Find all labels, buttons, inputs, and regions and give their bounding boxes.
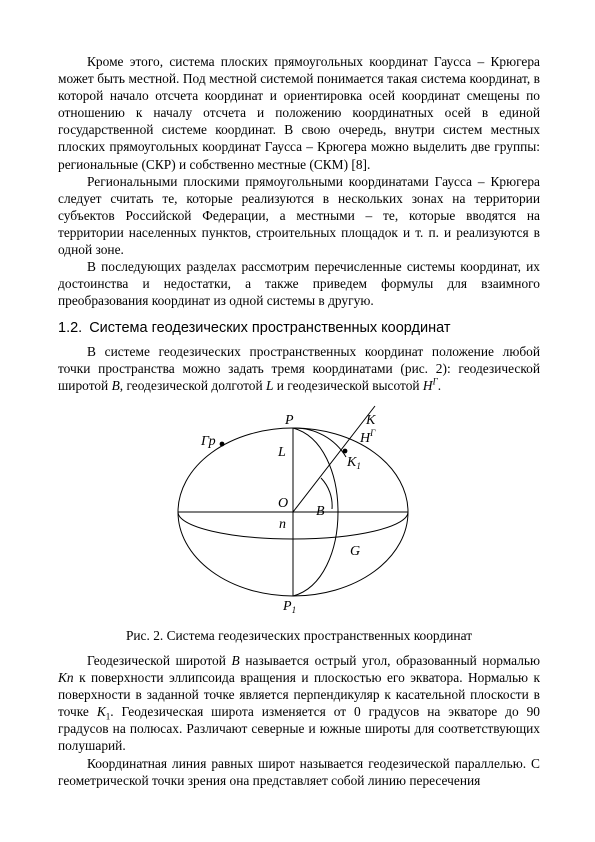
def-text-2: называется острый угол, образованный нормалью	[239, 653, 540, 668]
intro-text-4: .	[437, 378, 442, 394]
intro-symbol-l: L	[265, 378, 274, 394]
section-number: 1.2.	[58, 320, 83, 336]
def-symbol-k-sub: 1	[105, 711, 111, 722]
label-p: P	[285, 413, 294, 428]
def-symbol-kn: Kn	[58, 670, 74, 686]
def-symbol-k: K	[96, 704, 106, 720]
section-title: Система геодезических пространственных координат	[89, 320, 451, 336]
paragraph-next-sections: В последующих разделах рассмотрим перечисленные системы координат, их достоинства и недостатки, а также приведем формулы для взаимного преобразования координат из одной системы в другую.	[58, 259, 540, 309]
label-o: O	[278, 496, 289, 511]
label-k: K	[366, 413, 376, 428]
intro-symbol-h-sup: Г	[432, 376, 438, 387]
paragraph-regional: Региональными плоскими прямоугольными координатами Гаусса – Крюгера следует считать те, которые реализуются в нескольких зонах на территории субъектов Российской Федерации, а местными – те, которые вводятся на территории населенных пунктов, строительных площадок и т. п. и реализуются в одной зоне.	[58, 173, 540, 258]
section-heading	[58, 319, 540, 337]
label-b: B	[316, 504, 325, 519]
point-k1	[343, 449, 348, 454]
paragraph-local-system: Кроме этого, система плоских прямоугольных координат Гаусса – Крюгера может быть местной. Под местной системой понимается такая система координат, в которой начало отсчета координат и ориентировка осей координат смещены по отношению к началу отсчета и положению координатных осей в единой государственной системе координат. В свою очередь, внутри систем местных плоских прямоугольных координат Гаусса – Крюгера можно выделить две группы: региональные (СКР) и собственно местные (СКМ) [8].	[58, 54, 540, 172]
label-k1: $K_1$	[347, 455, 361, 471]
top-text-block	[58, 53, 540, 309]
longitude-arc	[293, 428, 346, 457]
label-height: $H^Г$	[360, 428, 376, 446]
intro-symbol-h: H	[422, 378, 433, 394]
label-greenwich: Гр	[201, 434, 216, 449]
label-g: G	[350, 544, 361, 559]
paragraph-intro	[58, 343, 540, 394]
def-text-4: . Геодезическая широта изменяется от 0 градусов на экваторе до 90 градусов на полюсах. Различают северные и южные широты для соответствующих полушарий.	[58, 704, 540, 754]
intro-symbol-b: B	[111, 378, 120, 394]
greenwich-point	[220, 442, 225, 447]
paragraph-latitude-definition	[58, 652, 540, 755]
label-l: L	[278, 445, 286, 460]
intro-text-3: и геодезической высотой	[273, 378, 423, 394]
label-p1: $P_1$	[283, 599, 297, 615]
intro-text-1: В системе геодезических пространственных координат положение любой точки пространства можно задать тремя координатами (рис. 2): геодезической широтой	[58, 344, 540, 394]
label-n: n	[279, 517, 286, 532]
intro-text-2: , геодезической долготой	[119, 378, 266, 394]
ellipsoid-diagram	[175, 404, 415, 618]
def-symbol-b: B	[231, 653, 240, 668]
paragraph-parallel: Координатная линия равных широт называется геодезической параллелью. С геометрической точки зрения она представляет собой линию пересечения	[58, 755, 540, 788]
figure-caption: Рис. 2. Система геодезических пространственных координат	[125, 628, 473, 643]
definition-text-block	[58, 652, 540, 789]
def-text-1: Геодезической широтой	[87, 653, 232, 668]
def-text-3: к поверхности эллипсоида вращения и плоскостью его экватора. Нормалью к поверхности в заданной точке является перпендикуляр к касательной плоскости в точке	[58, 670, 540, 720]
normal-line	[293, 406, 375, 512]
intro-text-block	[58, 343, 540, 394]
